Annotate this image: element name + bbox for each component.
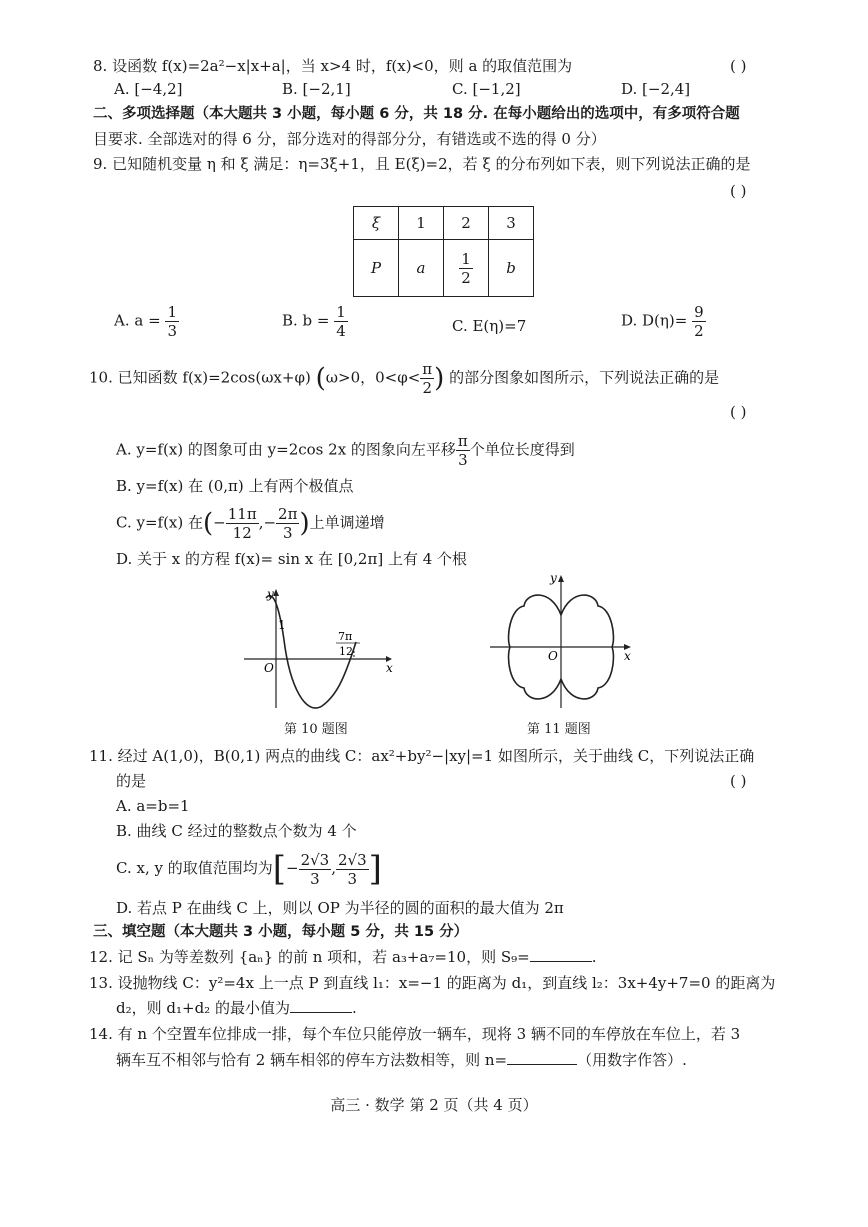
q10-option-a-text: A. y=f(x) 的图象可由 y=2cos 2x 的图象向左平移 (116, 440, 456, 459)
q12-text (89, 946, 597, 968)
origin-label: O (264, 661, 274, 675)
q9-distribution-table (353, 206, 534, 297)
q10-right-paren: ) (434, 363, 445, 394)
q11-option-a: A. a=b=1 (116, 797, 190, 815)
q11-c-den2: 3 (347, 869, 358, 888)
y-label: y (550, 571, 557, 585)
q9-b-num: 1 (336, 303, 346, 321)
q10-a-den: 3 (458, 451, 468, 469)
q11-option-c-text: C. x, y 的取值范围均为 (116, 859, 273, 877)
q9-d-den: 2 (694, 322, 704, 340)
q9-answer-paren: ( ) (730, 182, 747, 200)
origin-label: O (548, 649, 558, 663)
table-header-3: 3 (489, 207, 534, 240)
q9-option-c: C. E(η)=7 (452, 317, 527, 335)
q10-c-den2: 3 (282, 524, 293, 542)
page-footer: 高三 · 数学 第 2 页（共 4 页） (330, 1096, 538, 1114)
q8-option-c: C. [−1,2] (452, 80, 521, 98)
q11-answer-paren: ( ) (730, 772, 747, 790)
q13-answer-blank[interactable] (290, 998, 352, 1013)
q10-c-num1: 11π (227, 505, 257, 523)
table-cell-b: b (489, 240, 534, 297)
q9-stem: 9. 已知随机变量 η 和 ξ 满足：η=3ξ+1，且 E(ξ)=2，若 ξ 的分布列如下表，则下列说法正确的是 (93, 155, 751, 173)
x-label: x (624, 649, 631, 663)
section2-heading-line1: 二、多项选择题（本大题共 3 小题，每小题 6 分，共 18 分. 在每小题给出的选项中，有多项符合题 (93, 106, 740, 122)
q9-option-b-label: B. b = (282, 311, 330, 330)
q14-answer-blank[interactable] (507, 1050, 577, 1065)
section3-heading: 三、填空题（本大题共 3 小题，每小题 5 分，共 15 分） (93, 924, 469, 940)
q11-option-c: C. x, y 的取值范围均为[− $\frac{2√3}{3}$ , $\frac{2√3}{3}$ ] (116, 849, 382, 889)
y-label: y (267, 587, 274, 601)
table-cell-p: P (354, 240, 399, 297)
q10-answer-paren: ( ) (730, 403, 747, 421)
y-axis-arrow (558, 575, 564, 582)
q8-option-b: B. [−2,1] (282, 80, 351, 98)
q11-c-num1: 2√3 (300, 850, 330, 869)
q11-option-d: D. 若点 P 在曲线 C 上，则以 OP 为半径的圆的面积的最大值为 2π (116, 899, 564, 917)
q10-stem (89, 360, 719, 397)
q10-option-b: B. y=f(x) 在 (0,π) 上有两个极值点 (116, 477, 354, 495)
q9-option-a (114, 303, 179, 340)
q9-option-d-label: D. D(η)= (621, 311, 688, 330)
q9-a-num: 1 (167, 303, 177, 321)
table-cell-a: a (399, 240, 444, 297)
q12-answer-blank[interactable] (530, 947, 592, 962)
q13-line2 (116, 997, 357, 1019)
q10-stem-post: 的部分图象如图所示，下列说法正确的是 (449, 368, 720, 387)
q10-c-den1: 12 (232, 524, 252, 542)
q13-line1: 13. 设抛物线 C：y²=4x 上一点 P 到直线 l₁：x=−1 的距离为 d₁，到直线 l₂：3x+4y+7=0 的距离为 (89, 974, 776, 992)
q9-d-num: 9 (694, 303, 704, 321)
q14-line1: 14. 有 n 个空置车位排成一排，每个车位只能停放一辆车，现将 3 辆不同的车停放在车位上，若 3 (89, 1025, 741, 1043)
table-header-1: 1 (399, 207, 444, 240)
y-intercept-label: 1 (278, 618, 286, 632)
q12-stem: 12. 记 Sₙ 为等差数列 {aₙ} 的前 n 项和，若 a₃+a₇=10，则 S₉= (89, 948, 530, 966)
q9-option-d (621, 303, 706, 340)
x-label: x (386, 661, 393, 675)
q10-cond-den: 2 (422, 379, 432, 397)
q10-stem-function: 10. 已知函数 f(x)=2cos(ωx+φ) (89, 368, 311, 387)
q13-stem-end: d₂，则 d₁+d₂ 的最小值为 (116, 999, 290, 1017)
q11-c-num2: 2√3 (338, 850, 367, 869)
q11-figure-caption: 第 11 题图 (527, 722, 591, 737)
q9-option-b (282, 303, 348, 340)
q10-option-c: C. y=f(x) 在(− $\frac{11\pi}{12}$ ,− $\frac{2\pi}{3}$ )上单调递增 (116, 505, 385, 542)
frac-num: 1 (461, 249, 471, 268)
q9-option-a-label: A. a = (114, 311, 161, 330)
q10-left-paren: ( (315, 363, 326, 394)
table-header-2: 2 (444, 207, 489, 240)
table-header-xi: ξ (354, 207, 399, 240)
q14-end: （用数字作答）. (577, 1051, 687, 1069)
q10-option-c-text: C. y=f(x) 在 (116, 513, 204, 532)
q10-c-num2: 2π (278, 505, 298, 523)
q10-condition: ω>0，0<φ< (325, 368, 421, 387)
q8-answer-paren: ( ) (730, 57, 747, 75)
q11-option-b: B. 曲线 C 经过的整数点个数为 4 个 (116, 822, 357, 840)
frac-den: 2 (461, 268, 471, 287)
q8-stem: 8. 设函数 f(x)=2a²−x|x+a|，当 x>4 时，f(x)<0，则 a 的取值范围为 (93, 57, 573, 75)
q14-line2 (116, 1049, 687, 1071)
q8-option-d: D. [−2,4] (621, 80, 691, 98)
q10-option-a-post: 个单位长度得到 (469, 440, 575, 459)
section2-heading-line2: 目要求. 全部选对的得 6 分，部分选对的得部分分，有错选或不选的得 0 分） (93, 130, 606, 148)
q10-figure-caption: 第 10 题图 (284, 722, 348, 737)
q11-stem-line2: 的是 (116, 772, 147, 790)
q11-stem-line1: 11. 经过 A(1,0)，B(0,1) 两点的曲线 C：ax²+by²−|xy|=1 如图所示，关于曲线 C，下列说法正确 (89, 747, 755, 765)
q13-end: . (351, 999, 357, 1017)
q11-c-den1: 3 (310, 869, 320, 888)
q10-figure (236, 584, 396, 714)
q10-option-a (116, 432, 575, 469)
q11-figure (486, 568, 636, 714)
q10-option-d: D. 关于 x 的方程 f(x)= sin x 在 [0,2π] 上有 4 个根 (116, 550, 468, 568)
q9-a-den: 3 (167, 322, 177, 340)
q10-cond-num: π (422, 360, 433, 378)
q12-end: . (591, 948, 597, 966)
tick-label-den: 12 (339, 645, 353, 658)
q10-option-c-post: 上单调递增 (309, 513, 385, 532)
table-cell-half (444, 240, 489, 297)
q10-a-num: π (457, 432, 468, 450)
y-axis-arrow (273, 589, 279, 596)
q8-option-a: A. [−4,2] (114, 80, 183, 98)
tick-label-num: 7π (338, 630, 353, 643)
q9-b-den: 4 (336, 322, 346, 340)
q14-stem-end: 辆车互不相邻与恰有 2 辆车相邻的停车方法数相等，则 n= (116, 1051, 508, 1069)
